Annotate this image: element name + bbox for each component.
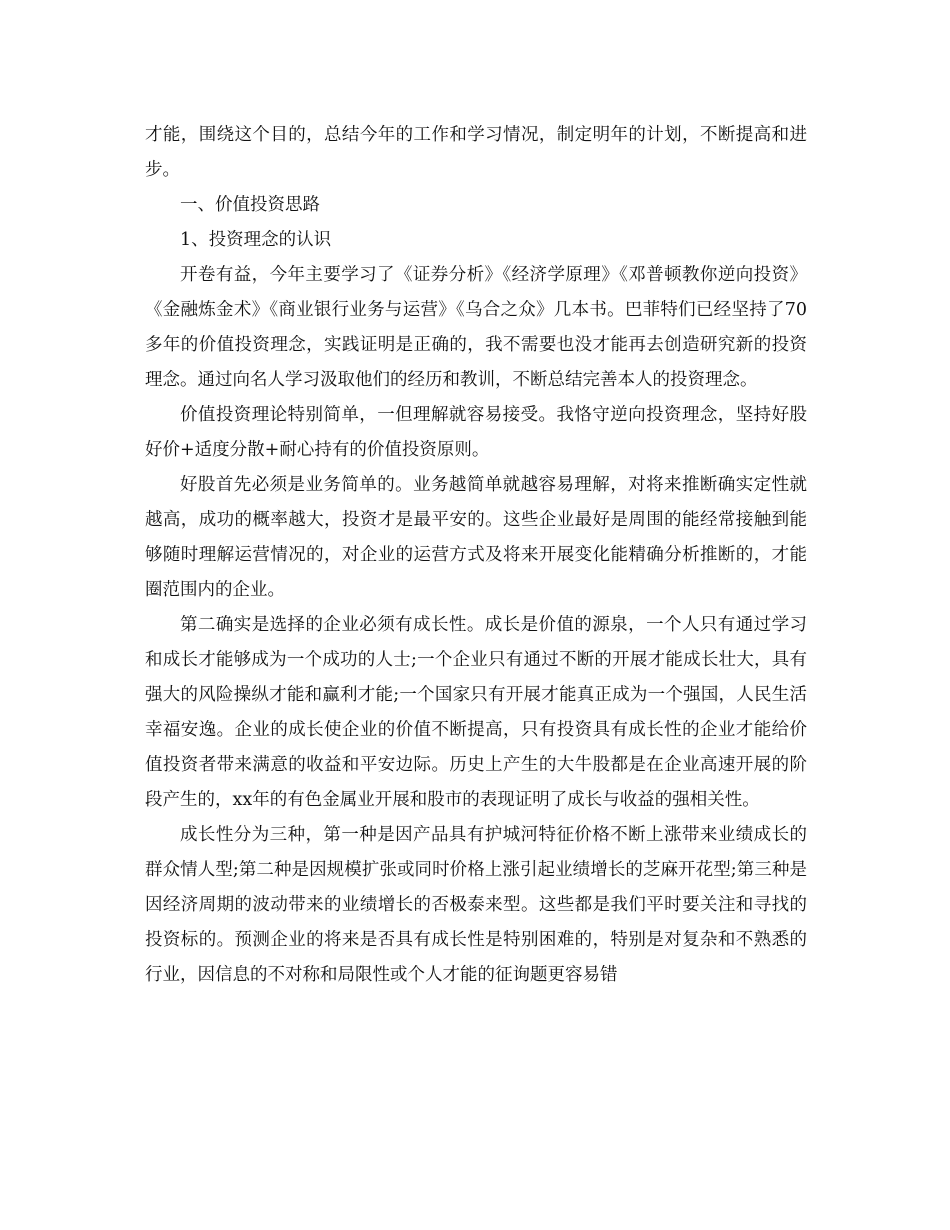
section-heading-value-investing: 一、价值投资思路 (180, 195, 320, 215)
paragraph-1: 才能，围绕这个目的，总结今年的工作和学习情况，制定明年的计划，不断提高和进步。 (145, 125, 807, 180)
paragraph-5: 价值投资理论特别简单，一但理解就容易接受。我恪守逆向投资理念，坚持好股好价+适度分散+耐心持有的价值投资原则。 (145, 405, 807, 460)
paragraph-8: 成长性分为三种，第一种是因产品具有护城河特征价格不断上涨带来业绩成长的群众情人型;第二种是因规模扩张或同时价格上涨引起业绩增长的芝麻开花型;第三种是因经济周期的波动带来的业绩增长的否极泰来型。这些都是我们平时要关注和寻找的投资标的。预测企业的将来是否具有成长性是特别困难的，特别是对复杂和不熟悉的行业，因信息的不对称和局限性或个人才能的征询题更容易错 (145, 825, 807, 985)
paragraph-4: 开卷有益，今年主要学习了《证券分析》《经济学原理》《邓普顿教你逆向投资》《金融炼金术》《商业银行业务与运营》《乌合之众》几本书。巴菲特们已经坚持了70多年的价值投资理念，实践证明是正确的，我不需要也没才能再去创造研究新的投资理念。通过向名人学习汲取他们的经历和教训，不断总结完善本人的投资理念。 (145, 265, 807, 390)
paragraph-6: 好股首先必须是业务简单的。业务越简单就越容易理解，对将来推断确实定性就越高，成功的概率越大，投资才是最平安的。这些企业最好是周围的能经常接触到能够随时理解运营情况的，对企业的运营方式及将来开展变化能精确分析推断的，才能圈范围内的企业。 (145, 475, 807, 600)
paragraph-7: 第二确实是选择的企业必须有成长性。成长是价值的源泉，一个人只有通过学习和成长才能够成为一个成功的人士;一个企业只有通过不断的开展才能成长壮大，具有强大的风险操纵才能和赢利才能;一个国家只有开展才能真正成为一个强国，人民生活幸福安逸。企业的成长使企业的价值不断提高，只有投资具有成长性的企业才能给价值投资者带来满意的收益和平安边际。历史上产生的大牛股都是在企业高速开展的阶段产生的，xx年的有色金属业开展和股市的表现证明了成长与收益的强相关性。 (145, 615, 807, 810)
subsection-heading-investment-philosophy: 1、投资理念的认识 (180, 230, 332, 250)
document-body (145, 118, 807, 993)
